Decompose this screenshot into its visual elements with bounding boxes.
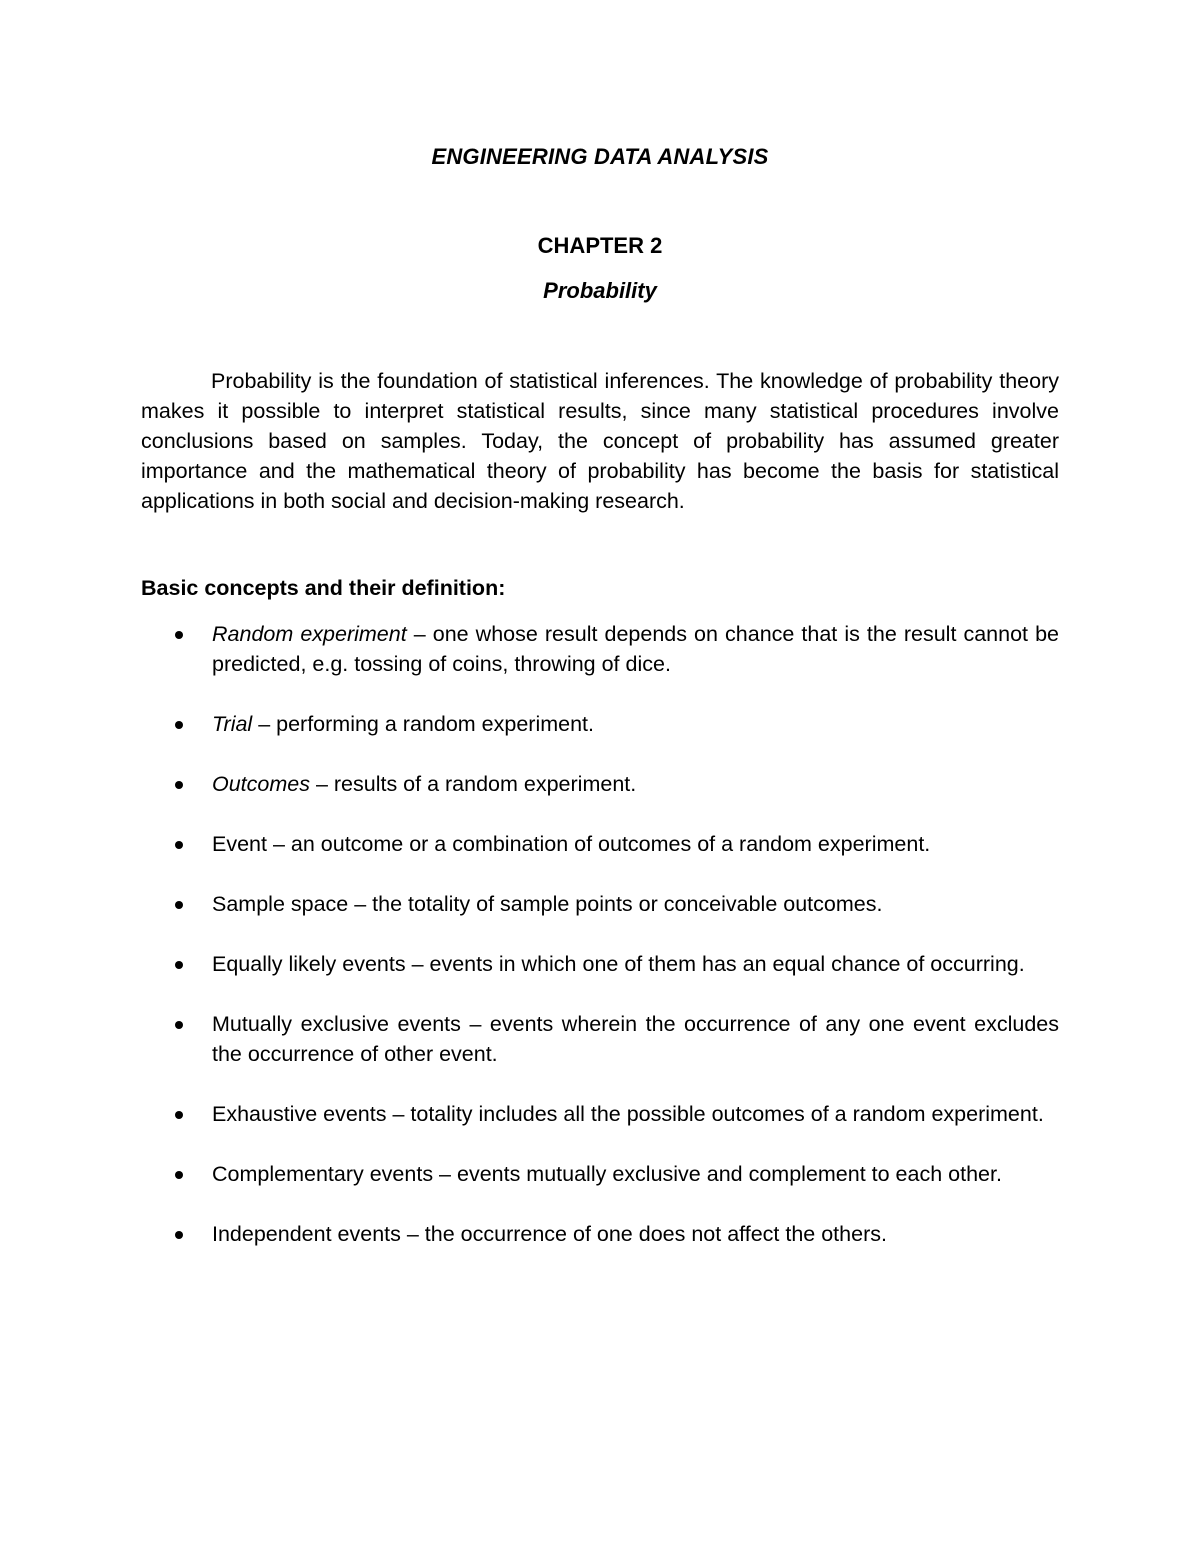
definition-term: Independent events [212,1222,401,1246]
definition-item [141,829,1059,859]
definition-text: – events mutually exclusive and complement to each other. [433,1162,1002,1186]
definition-text: – totality includes all the possible outcomes of a random experiment. [386,1102,1044,1126]
document-title: ENGINEERING DATA ANALYSIS [431,144,769,169]
bullet-icon [175,901,183,909]
definition-term: Exhaustive events [212,1102,387,1126]
definition-text: – the occurrence of one does not affect the others. [400,1222,887,1246]
definition-term: Mutually exclusive events [212,1012,461,1036]
definition-item [141,1219,1059,1249]
definition-term: Complementary events [212,1162,434,1186]
definition-term: Event [212,832,267,856]
definition-item [141,1159,1059,1189]
definition-term: Equally likely events [212,952,406,976]
intro-paragraph: Probability is the foundation of statistical inferences. The knowledge of probability theory makes it possible to interpret statistical results, since many statistical procedures involve conclusions based on samples. Today, the concept of probability has assumed greater importance and the mathematical theory of probability has become the basis for statistical applications in both social and decision-making research. [141,369,1059,513]
bullet-icon [175,1021,183,1029]
definition-item [141,949,1059,979]
definition-term: Trial [212,712,253,736]
definition-text: – the totality of sample points or conceivable outcomes. [348,892,883,916]
definition-text: – results of a random experiment. [309,772,637,796]
definitions-list [141,619,1059,1279]
bullet-icon [175,781,183,789]
definition-item [141,709,1059,739]
bullet-icon [175,631,183,639]
definition-text: – performing a random experiment. [252,712,594,736]
definition-item [141,889,1059,919]
definition-item [141,619,1059,679]
chapter-title: Probability [543,278,657,303]
definition-text: – an outcome or a combination of outcomes of a random experiment. [266,832,931,856]
definition-text: – events in which one of them has an equal chance of occurring. [405,952,1025,976]
definition-item [141,1099,1059,1129]
bullet-icon [175,841,183,849]
definition-text: – one whose result depends on chance that is the result cannot be predicted, e.g. tossing of coins, throwing of dice. [212,622,1059,676]
definition-item [141,1009,1059,1069]
definition-term: Sample space [212,892,349,916]
definition-item [141,769,1059,799]
chapter-heading: CHAPTER 2 [537,233,663,258]
bullet-icon [175,1111,183,1119]
bullet-icon [175,961,183,969]
bullet-icon [175,721,183,729]
bullet-icon [175,1231,183,1239]
definition-term: Random experiment [212,622,407,646]
bullet-icon [175,1171,183,1179]
section-heading: Basic concepts and their definition: [141,576,506,600]
definition-term: Outcomes [212,772,310,796]
definition-text: – events wherein the occurrence of any one event excludes the occurrence of other event. [212,1012,1059,1066]
